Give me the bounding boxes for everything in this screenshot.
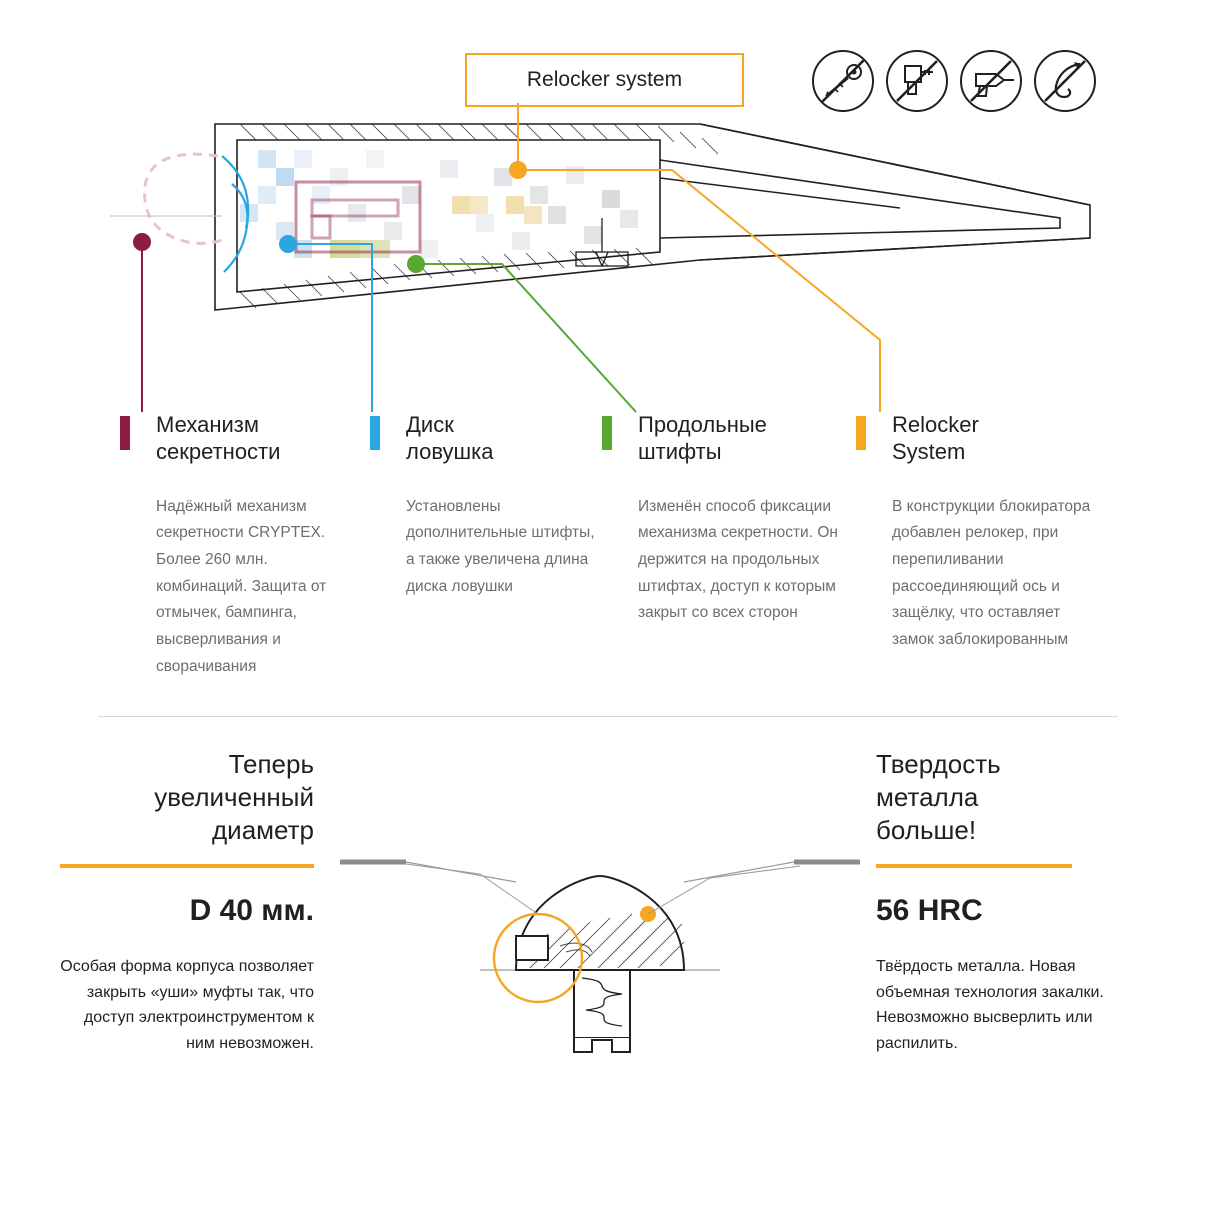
lock-cutaway-illustration — [0, 0, 1217, 420]
diameter-block — [60, 748, 314, 1057]
diameter-text: Особая форма корпуса позволяет закрыть «уши» муфты так, что доступ электроинструментом к ним невозможен. — [60, 958, 314, 1053]
hardness-accent-rule — [876, 864, 1072, 868]
hardness-text: Твёрдость металла. Новая объемная технология закалки. Невозможно высверлить или распилить. — [876, 958, 1104, 1053]
hardness-value: 56 HRC — [876, 894, 983, 928]
feature-text: Установлены дополнительные штифты, а также увеличена длина диска ловушки — [406, 497, 595, 595]
bolt-cutaway-illustration — [330, 840, 870, 1070]
feature-color-bar — [370, 416, 380, 450]
feature-title: Механизм секретности — [156, 412, 281, 464]
feature-disk-lovushka — [370, 412, 602, 680]
diameter-title: Теперь увеличенный диаметр — [154, 749, 314, 845]
feature-color-bar — [856, 416, 866, 450]
hardness-title: Твердость металла больше! — [876, 749, 1001, 845]
feature-color-bar — [602, 416, 612, 450]
feature-mehanizm-sekretnosti — [120, 412, 370, 680]
feature-title: Продольные штифты — [638, 412, 767, 464]
feature-list — [120, 412, 1120, 680]
feature-text: В конструкции блокиратора добавлен релокер, при перепиливании рассоединяющий ось и защёлку, что оставляет замок заблокированным — [892, 497, 1091, 648]
feature-relocker-system — [856, 412, 1096, 680]
feature-title: Relocker System — [892, 412, 979, 464]
hardness-block — [876, 748, 1136, 1057]
feature-text: Надёжный механизм секретности CRYPTEX. Более 260 млн. комбинаций. Защита от отмычек, бампинга, высверливания и сворачивания — [156, 497, 327, 675]
feature-color-bar — [120, 416, 130, 450]
feature-prodolnye-shtifty — [602, 412, 856, 680]
diameter-value: D 40 мм. — [189, 894, 314, 928]
feature-text: Изменён способ фиксации механизма секретности. Он держится на продольных штифтах, доступ к которым закрыт со всех сторон — [638, 497, 838, 622]
diameter-accent-rule — [60, 864, 314, 868]
relocker-system-callout-label: Relocker system — [526, 68, 683, 91]
section-divider — [98, 716, 1118, 717]
feature-title: Диск ловушка — [406, 412, 494, 464]
